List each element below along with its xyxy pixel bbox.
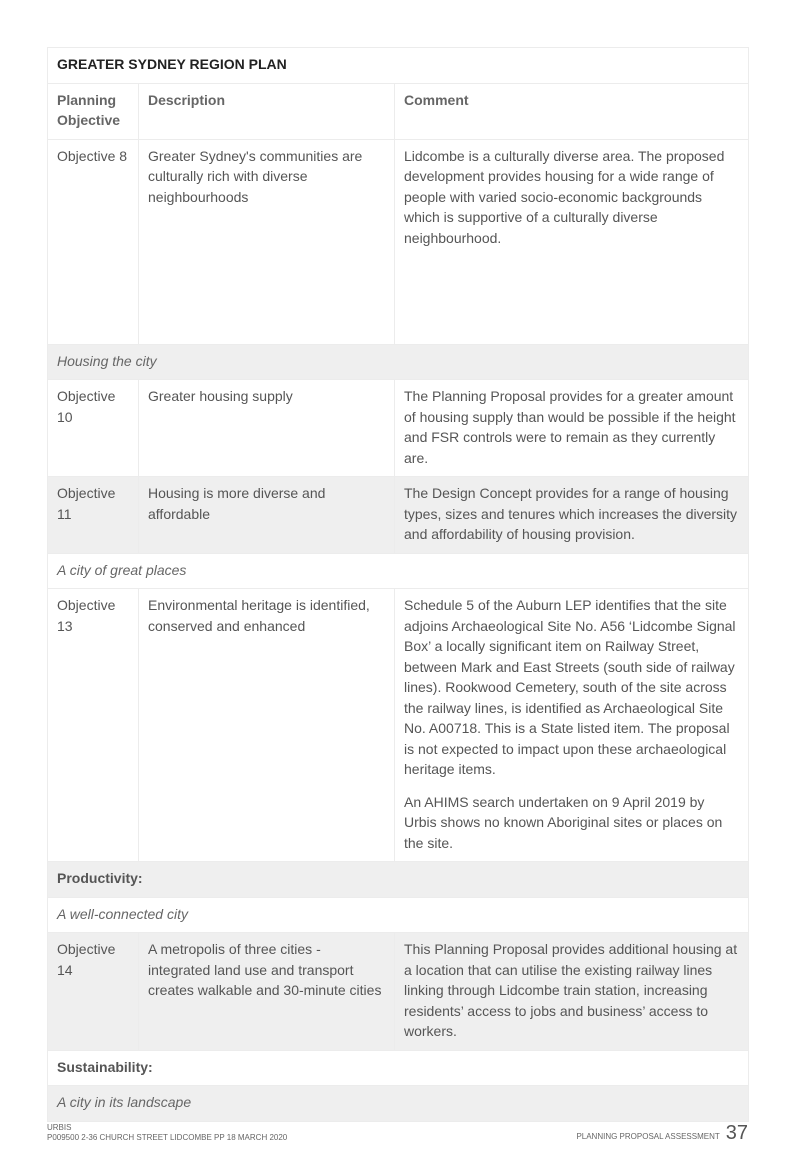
section-heading: Housing the city bbox=[48, 344, 749, 380]
table-row bbox=[48, 380, 749, 477]
section-row bbox=[48, 553, 749, 589]
comment-cell bbox=[395, 589, 749, 862]
comment-cell: Lidcombe is a culturally diverse area. The proposed development provides housing for a wide range of people with varied socio-economic backgrounds which is supportive of a culturally diverse neighbourhood. bbox=[395, 139, 749, 344]
section-heading: A well-connected city bbox=[48, 897, 749, 933]
table-header-row bbox=[48, 83, 749, 139]
header-description: Description bbox=[139, 83, 395, 139]
objective-cell: Objective 10 bbox=[48, 380, 139, 477]
table-title-row bbox=[48, 48, 749, 84]
header-comment: Comment bbox=[395, 83, 749, 139]
objective-cell: Objective 8 bbox=[48, 139, 139, 344]
table-row bbox=[48, 933, 749, 1051]
section-heading: Sustainability: bbox=[48, 1050, 749, 1086]
comment-cell: The Planning Proposal provides for a greater amount of housing supply than would be possible if the height and FSR controls were to remain as they currently are. bbox=[395, 380, 749, 477]
footer-right bbox=[576, 1122, 748, 1145]
objective-cell: Objective 11 bbox=[48, 477, 139, 554]
table-title: GREATER SYDNEY REGION PLAN bbox=[48, 48, 749, 84]
comment-cell: The Design Concept provides for a range of housing types, sizes and tenures which increases the diversity and affordability of housing provision. bbox=[395, 477, 749, 554]
footer-company: URBIS bbox=[47, 1123, 72, 1132]
comment-cell: This Planning Proposal provides additional housing at a location that can utilise the existing railway lines linking through Lidcombe train station, increasing residents’ access to jobs and business’ access to workers. bbox=[395, 933, 749, 1051]
section-heading: Productivity: bbox=[48, 862, 749, 898]
footer-section: PLANNING PROPOSAL ASSESSMENT bbox=[576, 1132, 720, 1141]
section-row bbox=[48, 1086, 749, 1122]
description-cell: Greater Sydney's communities are culturally rich with diverse neighbourhoods bbox=[139, 139, 395, 344]
section-row bbox=[48, 344, 749, 380]
table-row bbox=[48, 139, 749, 344]
section-heading: A city of great places bbox=[48, 553, 749, 589]
section-row bbox=[48, 862, 749, 898]
page-number: 37 bbox=[725, 1122, 748, 1144]
region-plan-table bbox=[47, 47, 749, 1122]
description-cell: A metropolis of three cities - integrated land use and transport creates walkable and 30-minute cities bbox=[139, 933, 395, 1051]
comment-paragraph: Schedule 5 of the Auburn LEP identifies that the site adjoins Archaeological Site No. A56 ‘Lidcombe Signal Box’ a locally significant item on Railway Street, between Mark and East Streets (south side of railway lines). Rookwood Cemetery, south of the site across the railway lines, is identified as Archaeological Site No. A00718. This is a State listed item. The proposal is not expected to impact upon these archaeological heritage items. bbox=[404, 597, 736, 777]
table-row bbox=[48, 477, 749, 554]
footer-left bbox=[47, 1123, 287, 1143]
section-row bbox=[48, 1050, 749, 1086]
section-row bbox=[48, 897, 749, 933]
footer-doc-ref: P009500 2-36 CHURCH STREET LIDCOMBE PP 18 MARCH 2020 bbox=[47, 1133, 288, 1142]
header-objective: Planning Objective bbox=[48, 83, 139, 139]
objective-cell: Objective 14 bbox=[48, 933, 139, 1051]
table-row bbox=[48, 589, 749, 862]
description-cell: Environmental heritage is identified, conserved and enhanced bbox=[139, 589, 395, 862]
objective-cell: Objective 13 bbox=[48, 589, 139, 862]
comment-paragraph: An AHIMS search undertaken on 9 April 2019 by Urbis shows no known Aboriginal sites or places on the site. bbox=[404, 793, 723, 851]
description-cell: Greater housing supply bbox=[139, 380, 395, 477]
description-cell: Housing is more diverse and affordable bbox=[139, 477, 395, 554]
section-heading: A city in its landscape bbox=[48, 1086, 749, 1122]
